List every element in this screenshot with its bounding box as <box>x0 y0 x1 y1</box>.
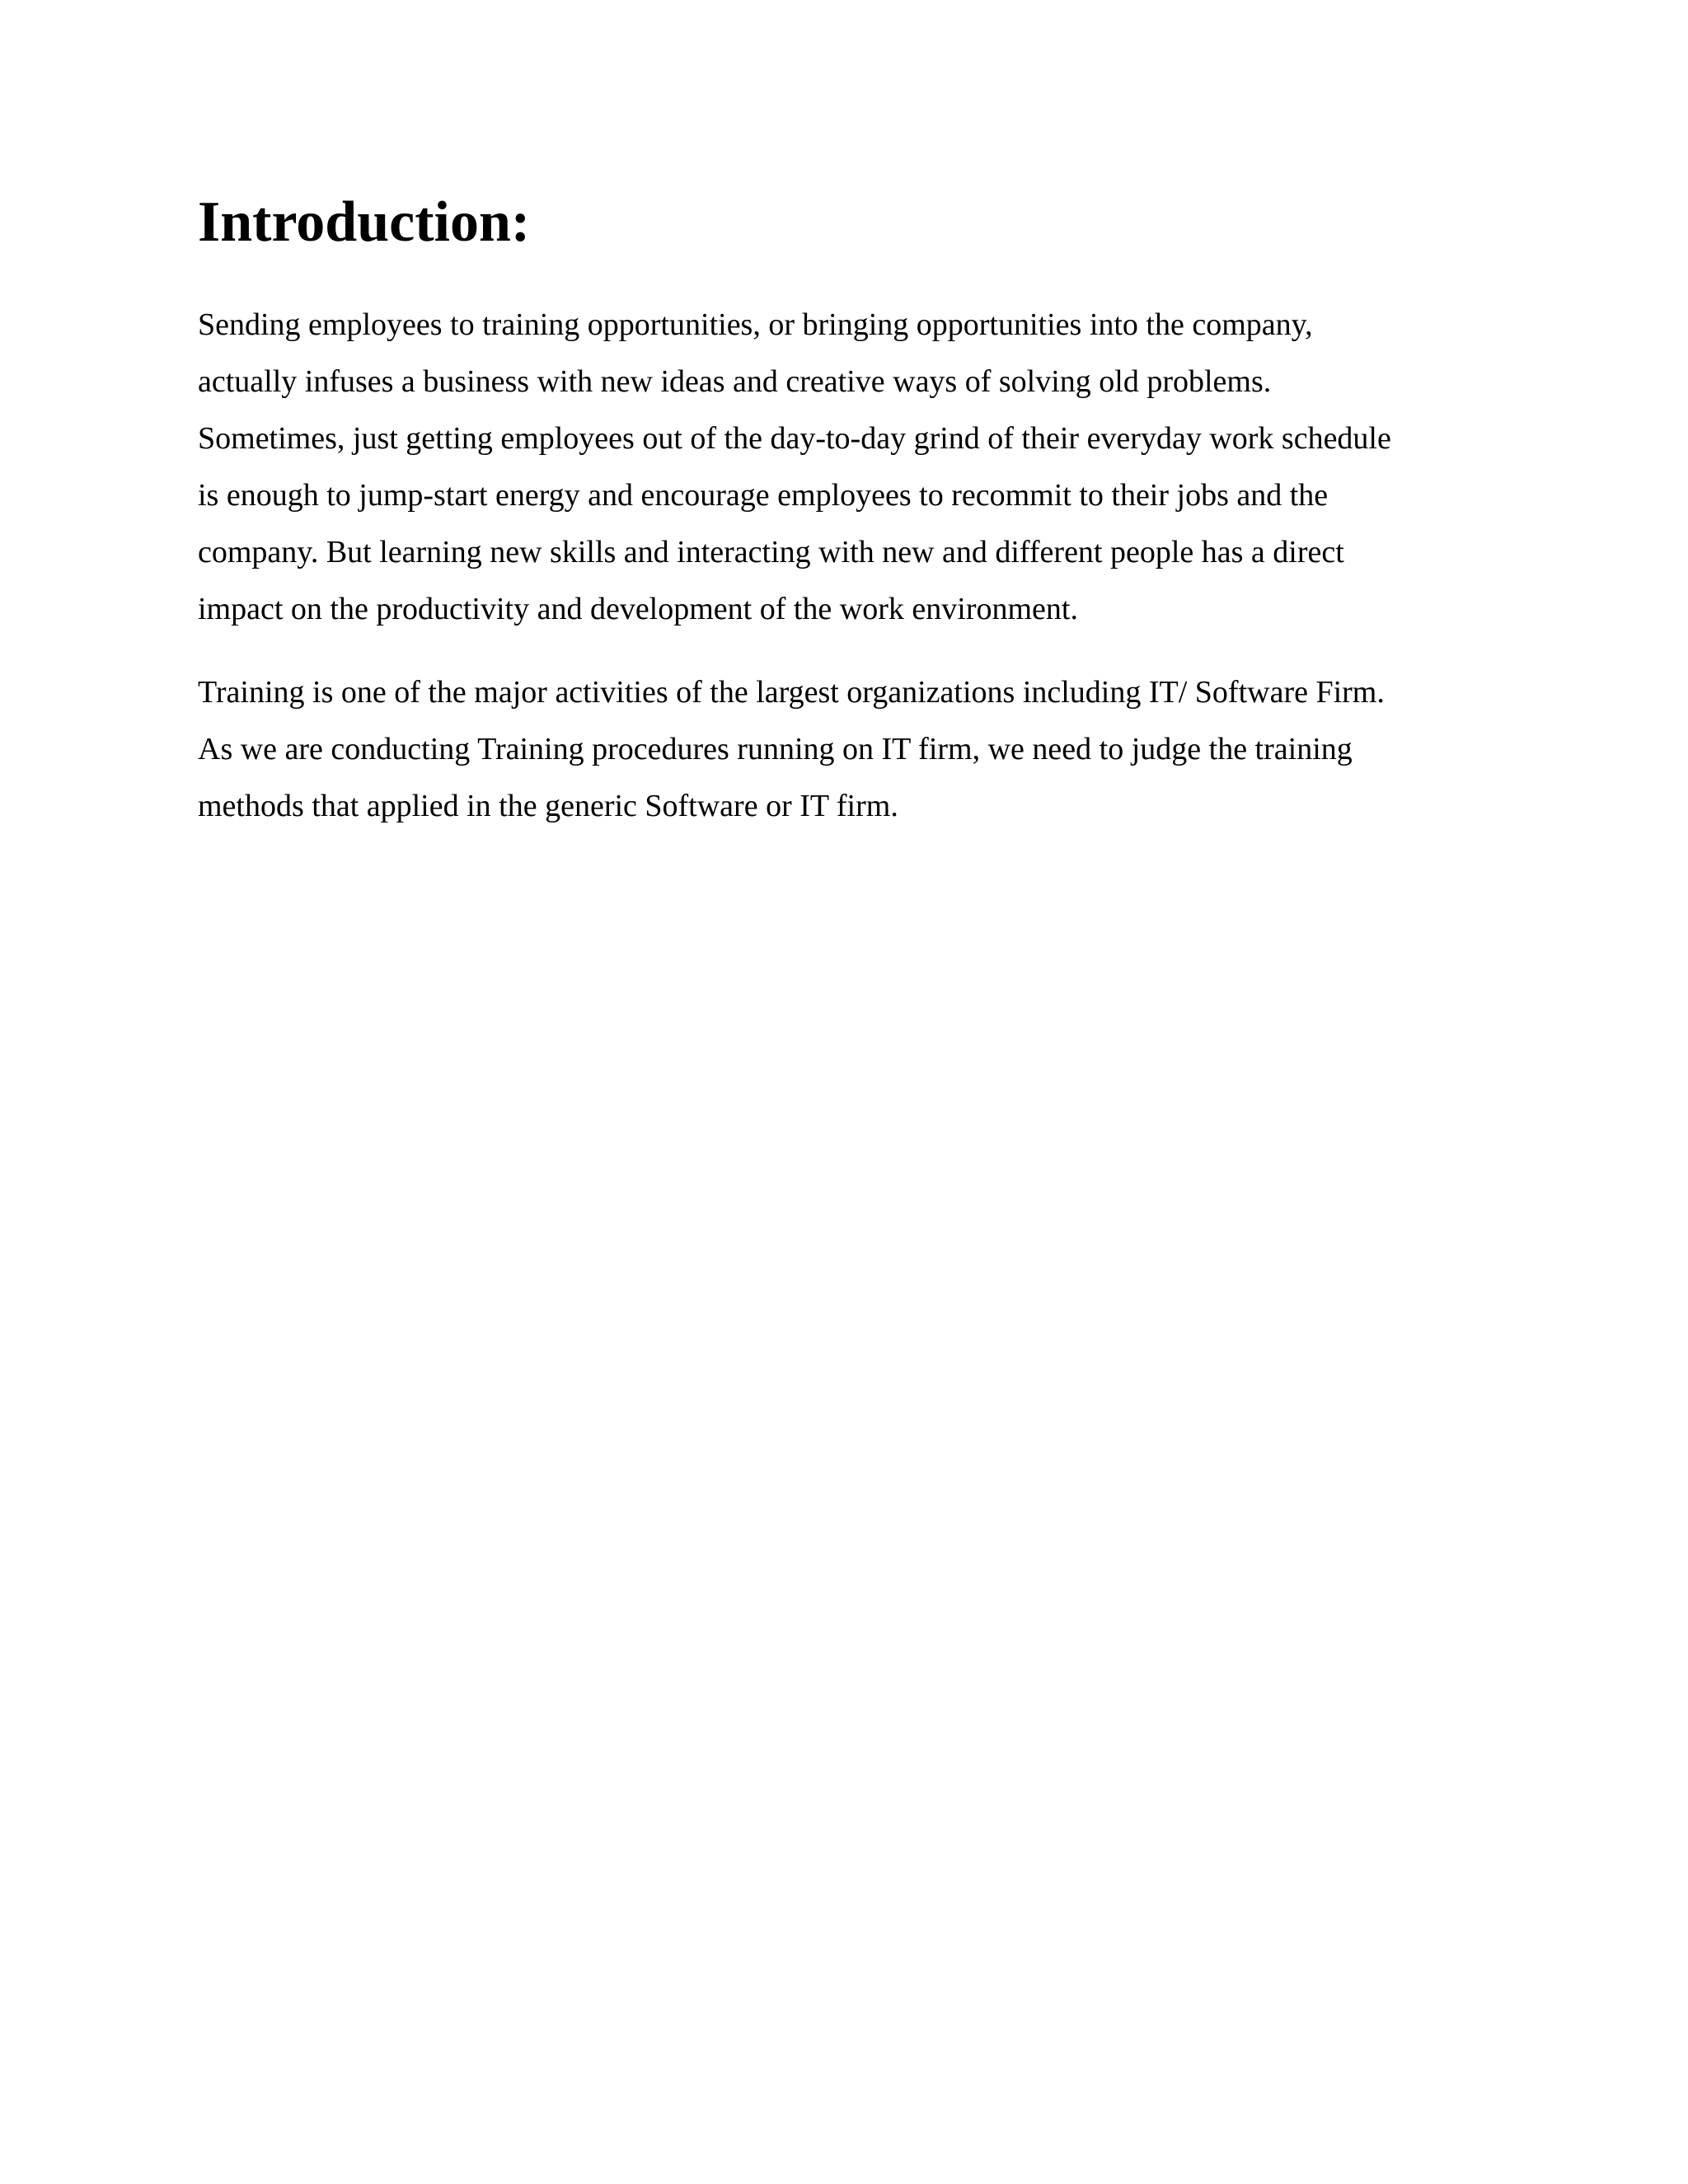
paragraph-1 <box>198 297 1492 638</box>
paragraph-line: Sometimes, just getting employees out of the day-to-day grind of their everyday work schedule <box>198 421 1391 456</box>
paragraph-line: impact on the productivity and development of the work environment. <box>198 592 1078 626</box>
paragraph-line: Training is one of the major activities of the largest organizations including IT/ Software Firm. <box>198 675 1385 710</box>
paragraph-line: methods that applied in the generic Software or IT firm. <box>198 789 898 823</box>
paragraph-line: is enough to jump-start energy and encourage employees to recommit to their jobs and the <box>198 478 1329 513</box>
paragraph-line: actually infuses a business with new ideas and creative ways of solving old problems. <box>198 364 1272 399</box>
paragraph-line: As we are conducting Training procedures running on IT firm, we need to judge the training <box>198 732 1353 766</box>
paragraph-line: Sending employees to training opportunities, or bringing opportunities into the company, <box>198 307 1313 342</box>
page-content <box>198 188 1492 835</box>
paragraph-2 <box>198 664 1492 835</box>
paragraph-line: company. But learning new skills and interacting with new and different people has a direct <box>198 535 1344 569</box>
page-title: Introduction: <box>198 190 531 254</box>
